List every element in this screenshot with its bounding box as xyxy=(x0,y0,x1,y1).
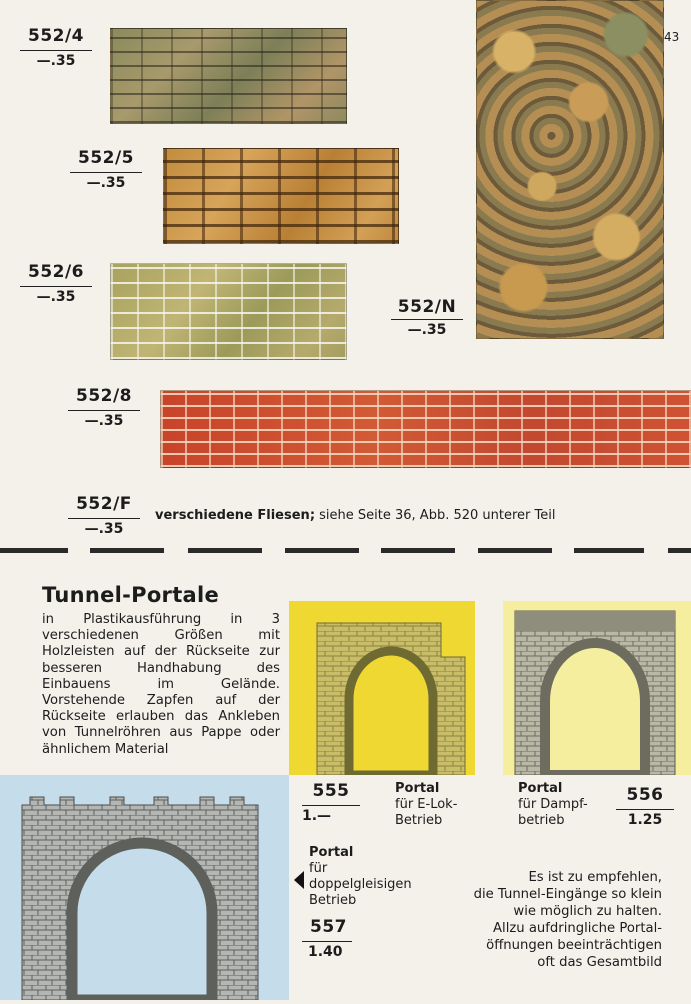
wall-texture-552-5 xyxy=(163,148,399,244)
portal-555-title: Portal xyxy=(395,781,440,796)
portal-556-sub2: betrieb xyxy=(518,813,565,828)
item-price-552-8: —.35 xyxy=(84,413,124,429)
portal-557-title: Portal xyxy=(309,845,354,860)
divider xyxy=(70,172,142,173)
separator-dash xyxy=(90,548,164,553)
divider xyxy=(68,518,140,519)
item-code-552-8: 552/8 xyxy=(75,386,133,406)
item-code-555: 555 xyxy=(312,781,350,801)
divider xyxy=(20,286,92,287)
portal-556-sub1: für Dampf- xyxy=(518,797,588,812)
portal-556-title: Portal xyxy=(518,781,563,796)
tiles-note-bold: verschiedene Fliesen; xyxy=(155,508,316,523)
divider xyxy=(616,809,674,810)
pointer-arrow-icon xyxy=(294,871,304,889)
item-code-552-6: 552/6 xyxy=(27,262,85,282)
separator-dash xyxy=(285,548,359,553)
wall-texture-552-n xyxy=(476,0,664,339)
item-code-557: 557 xyxy=(310,917,347,937)
separator-dash xyxy=(188,548,262,553)
separator-dash xyxy=(478,548,552,553)
item-price-552-f: —.35 xyxy=(84,521,124,537)
item-code-552-f: 552/F xyxy=(76,494,132,514)
portal-557-illustration xyxy=(0,775,289,1000)
wall-texture-552-8 xyxy=(160,390,691,468)
divider xyxy=(391,319,463,320)
tiles-note xyxy=(155,508,555,523)
divider xyxy=(302,941,352,942)
item-price-557: 1.40 xyxy=(308,944,343,960)
page-number: 43 xyxy=(664,30,680,44)
wall-texture-552-4 xyxy=(110,28,347,124)
divider xyxy=(302,805,360,806)
item-price-552-5: —.35 xyxy=(86,175,126,191)
tunnel-heading: Tunnel-Portale xyxy=(42,583,220,607)
tiles-note-rest: siehe Seite 36, Abb. 520 unterer Teil xyxy=(315,508,556,523)
advice-line: oft das Gesamtbild xyxy=(537,955,662,970)
item-code-552-4: 552/4 xyxy=(27,26,85,46)
portal-555-image xyxy=(289,601,475,775)
portal-556-illustration xyxy=(503,601,691,775)
separator-dash xyxy=(574,548,644,553)
separator-dash xyxy=(668,548,691,553)
portal-555-sub2: Betrieb xyxy=(395,813,443,828)
item-price-552-6: —.35 xyxy=(36,289,76,305)
item-code-552-n: 552/N xyxy=(397,297,457,317)
item-price-552-4: —.35 xyxy=(36,53,76,69)
separator-dash xyxy=(0,548,68,553)
wall-texture-552-6 xyxy=(110,263,347,360)
tunnel-description: in Plastikausführung in 3 verschiedenen Größen mit Holzleisten auf der Rückseite zur besseren Handhabung des Einbauens im Gelände. Vorstehende Zapfen auf der Rückseite erlauben das Ankleben von Tunnelröhren aus Pappe oder ähnlichem Material xyxy=(42,612,280,757)
portal-557-sub2: doppelgleisigen xyxy=(309,877,412,892)
item-price-552-n: —.35 xyxy=(407,322,447,338)
advice-line: wie möglich zu halten. xyxy=(513,904,662,919)
advice-line: öffnungen beeinträchtigen xyxy=(486,938,662,953)
portal-555-illustration xyxy=(289,601,475,775)
divider xyxy=(20,50,92,51)
portal-555-sub1: für E-Lok- xyxy=(395,797,458,812)
portal-557-sub1: für xyxy=(309,861,328,876)
item-code-552-5: 552/5 xyxy=(77,148,135,168)
portal-556-image xyxy=(503,601,691,775)
advice-line: die Tunnel-Eingänge so klein xyxy=(473,887,662,902)
separator-dash xyxy=(381,548,455,553)
portal-557-sub3: Betrieb xyxy=(309,893,357,908)
item-code-556: 556 xyxy=(626,785,664,805)
item-price-556: 1.25 xyxy=(627,812,663,828)
advice-line: Allzu aufdringliche Portal- xyxy=(493,921,662,936)
advice-line: Es ist zu empfehlen, xyxy=(528,870,662,885)
advice-text xyxy=(440,869,662,971)
item-price-555: 1.— xyxy=(302,808,332,824)
portal-557-image xyxy=(0,775,289,1000)
divider xyxy=(68,410,140,411)
